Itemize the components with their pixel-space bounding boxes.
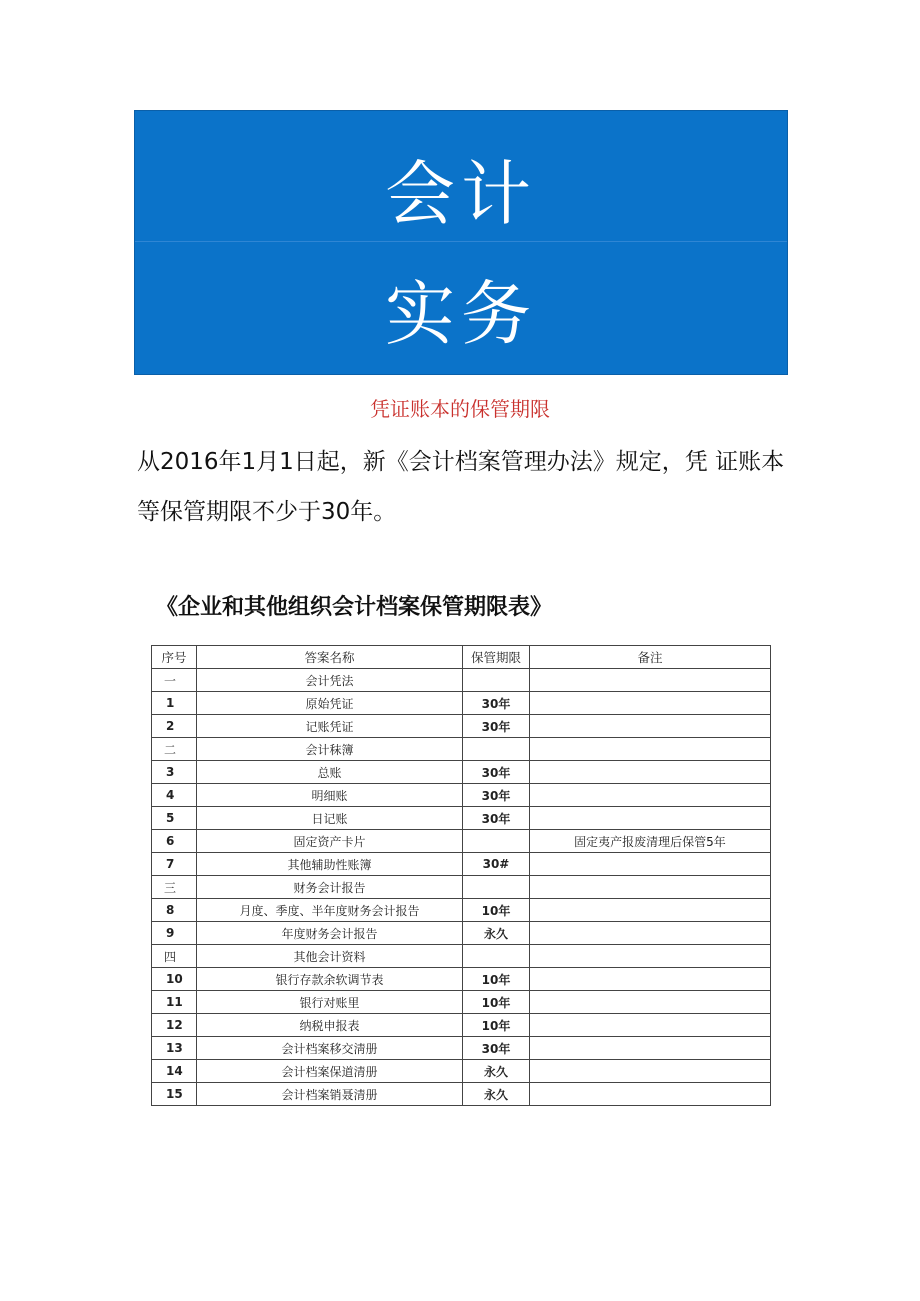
row-note: 固定夷产报废清理后保管5年 — [530, 830, 771, 853]
row-note — [530, 807, 771, 830]
row-seq: 5 — [152, 807, 197, 830]
title-banner — [134, 110, 788, 375]
table-row — [152, 761, 771, 784]
row-period: 永久 — [463, 1083, 530, 1106]
row-name: 记账凭证 — [197, 715, 463, 738]
retention-table — [151, 645, 771, 1106]
table-row — [152, 830, 771, 853]
banner-title-line-2: 实务 — [385, 273, 537, 355]
row-name: 银行存款余软调节表 — [197, 968, 463, 991]
table-row — [152, 968, 771, 991]
row-period — [463, 876, 530, 899]
table-title: 《企业和其他组织会计档案保管期限表》 — [156, 595, 553, 620]
row-seq: 11 — [152, 991, 197, 1014]
row-period: 30年 — [463, 1037, 530, 1060]
row-period: 10年 — [463, 968, 530, 991]
row-name: 纳税申报表 — [197, 1014, 463, 1037]
table-row — [152, 991, 771, 1014]
row-note — [530, 1037, 771, 1060]
row-period — [463, 669, 530, 692]
header-name: 答案名称 — [197, 646, 463, 669]
row-seq: 一 — [152, 669, 197, 692]
header-seq: 序号 — [152, 646, 197, 669]
table-row — [152, 1014, 771, 1037]
row-name: 年度财务会计报告 — [197, 922, 463, 945]
row-seq: 10 — [152, 968, 197, 991]
table-row — [152, 1037, 771, 1060]
row-seq: 二 — [152, 738, 197, 761]
row-period: 30# — [463, 853, 530, 876]
table-row — [152, 1083, 771, 1106]
row-seq: 2 — [152, 715, 197, 738]
row-name: 原始凭证 — [197, 692, 463, 715]
row-name: 月度、季度、半年度财务会计报告 — [197, 899, 463, 922]
row-name: 会计档案保道清册 — [197, 1060, 463, 1083]
row-note — [530, 692, 771, 715]
row-note — [530, 669, 771, 692]
row-seq: 四 — [152, 945, 197, 968]
row-note — [530, 761, 771, 784]
row-period: 30年 — [463, 692, 530, 715]
banner-divider — [135, 241, 787, 242]
row-period: 30年 — [463, 761, 530, 784]
header-note: 备注 — [530, 646, 771, 669]
row-seq: 14 — [152, 1060, 197, 1083]
row-name: 总账 — [197, 761, 463, 784]
table-row — [152, 807, 771, 830]
row-name: 日记账 — [197, 807, 463, 830]
table-row — [152, 922, 771, 945]
banner-title-line-1: 会计 — [385, 153, 537, 235]
row-period: 10年 — [463, 899, 530, 922]
row-note — [530, 991, 771, 1014]
row-period — [463, 830, 530, 853]
row-note — [530, 853, 771, 876]
row-period: 永久 — [463, 922, 530, 945]
row-period: 30年 — [463, 715, 530, 738]
table-category-row — [152, 669, 771, 692]
row-name: 固定资产卡片 — [197, 830, 463, 853]
row-note — [530, 715, 771, 738]
row-name: 会计档案销聂清册 — [197, 1083, 463, 1106]
section-subtitle: 凭证账本的保管期限 — [370, 397, 550, 421]
intro-paragraph: 从2016年1月1日起，新《会计档案管理办法》规定，凭 证账本等保管期限不少于30年。 — [137, 449, 785, 525]
row-period: 30年 — [463, 807, 530, 830]
row-seq: 3 — [152, 761, 197, 784]
table-row — [152, 784, 771, 807]
row-seq: 三 — [152, 876, 197, 899]
row-period: 10年 — [463, 991, 530, 1014]
row-note — [530, 738, 771, 761]
row-name: 其他辅助性账簿 — [197, 853, 463, 876]
table-row — [152, 1060, 771, 1083]
row-note — [530, 922, 771, 945]
row-name: 银行对账里 — [197, 991, 463, 1014]
table-body — [152, 669, 771, 1106]
table-category-row — [152, 876, 771, 899]
table-row — [152, 899, 771, 922]
row-note — [530, 899, 771, 922]
row-name: 会计档案移交淸册 — [197, 1037, 463, 1060]
row-name: 会计秣簿 — [197, 738, 463, 761]
row-seq: 7 — [152, 853, 197, 876]
row-seq: 4 — [152, 784, 197, 807]
header-period: 保管期限 — [463, 646, 530, 669]
table-row — [152, 715, 771, 738]
row-seq: 6 — [152, 830, 197, 853]
row-period — [463, 945, 530, 968]
row-note — [530, 1083, 771, 1106]
row-name: 会计凭法 — [197, 669, 463, 692]
row-note — [530, 784, 771, 807]
row-seq: 12 — [152, 1014, 197, 1037]
row-note — [530, 968, 771, 991]
row-period: 10年 — [463, 1014, 530, 1037]
table-category-row — [152, 945, 771, 968]
row-name: 其他会计资料 — [197, 945, 463, 968]
table-category-row — [152, 738, 771, 761]
row-seq: 9 — [152, 922, 197, 945]
row-note — [530, 876, 771, 899]
row-note — [530, 1014, 771, 1037]
table-row — [152, 692, 771, 715]
row-note — [530, 945, 771, 968]
row-seq: 15 — [152, 1083, 197, 1106]
row-seq: 8 — [152, 899, 197, 922]
row-seq: 13 — [152, 1037, 197, 1060]
row-name: 明细账 — [197, 784, 463, 807]
row-period: 30年 — [463, 784, 530, 807]
table-header-row — [152, 646, 771, 669]
row-period: 永久 — [463, 1060, 530, 1083]
table-row — [152, 853, 771, 876]
row-seq: 1 — [152, 692, 197, 715]
row-name: 财务会计报告 — [197, 876, 463, 899]
row-period — [463, 738, 530, 761]
row-note — [530, 1060, 771, 1083]
